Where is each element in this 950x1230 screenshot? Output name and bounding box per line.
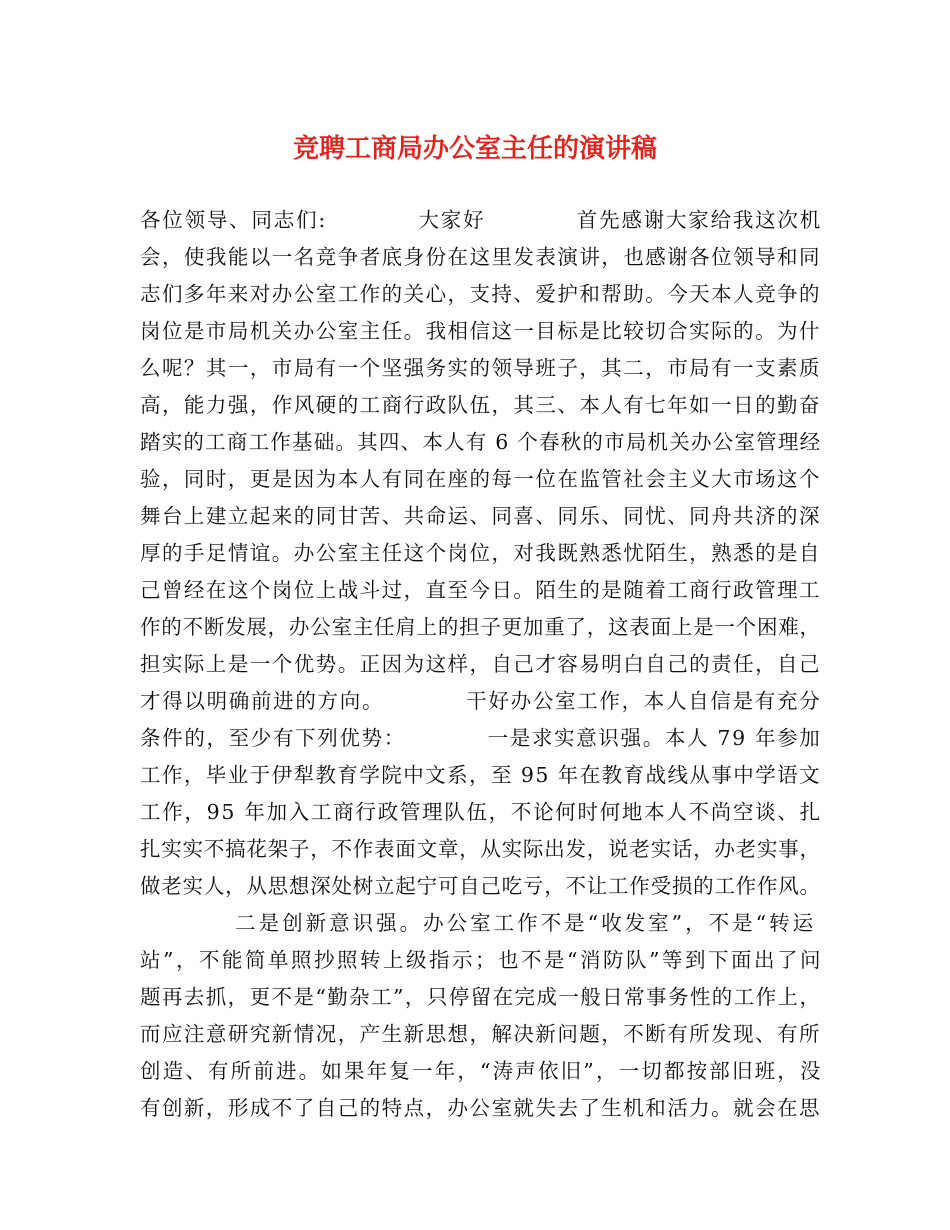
body-line: 踏实的工商工作基础。其四、本人有 6 个春秋的市局机关办公室管理经 (140, 430, 822, 454)
body-line: 志们多年来对办公室工作的关心，支持、爱护和帮助。今天本人竞争的 (140, 282, 821, 306)
body-line: 做老实人，从思想深处树立起宁可自己吃亏，不让工作受损的工作作风。 (140, 874, 821, 898)
body-line: 才得以明确前进的方向。 干好办公室工作，本人自信是有充分 (140, 689, 822, 713)
body-line: 舞台上建立起来的同甘苦、共命运、同喜、同乐、同忧、同舟共济的深 (140, 504, 821, 528)
body-line: 题再去抓，更不是“勤杂工”，只停留在完成一般日常事务性的工作上， (140, 985, 822, 1009)
body-line: 工作，毕业于伊犁教育学院中文系，至 95 年在教育战线从事中学语文 (140, 763, 822, 787)
body-line: 担实际上是一个优势。正因为这样，自己才容易明白自己的责任，自己 (140, 652, 821, 676)
body-line: 站”，不能简单照抄照转上级指示；也不是“消防队”等到下面出了问 (140, 948, 823, 972)
body-line: 己曾经在这个岗位上战斗过，直至今日。陌生的是随着工商行政管理工 (140, 578, 821, 602)
body-line: 扎实实不搞花架子，不作表面文章，从实际出发，说老实话，办老实事， (140, 837, 821, 861)
body-line: 验，同时，更是因为本人有同在座的每一位在监管社会主义大市场这个 (140, 467, 821, 491)
body-line: 创造、有所前进。如果年复一年，“涛声依旧”，一切都按部旧班，没 (140, 1059, 823, 1083)
body-line: 厚的手足情谊。办公室主任这个岗位，对我既熟悉忧陌生，熟悉的是自 (140, 541, 821, 565)
body-line: 有创新，形成不了自己的特点，办公室就失去了生机和活力。就会在思 (140, 1096, 821, 1120)
body-line: 而应注意研究新情况，产生新思想，解决新问题，不断有所发现、有所 (140, 1022, 821, 1046)
body-line: 高，能力强，作风硬的工商行政队伍，其三、本人有七年如一日的勤奋 (140, 393, 821, 417)
body-line: 么呢？其一，市局有一个坚强务实的领导班子，其二，市局有一支素质 (140, 356, 821, 380)
body-line: 各位领导、同志们: 大家好 首先感谢大家给我这次机 (140, 208, 823, 232)
body-line: 会，使我能以一名竞争者底身份在这里发表演讲，也感谢各位领导和同 (140, 245, 821, 269)
body-line: 二是创新意识强。办公室工作不是“收发室”，不是“转运 (140, 911, 817, 935)
document-body (140, 202, 823, 1127)
document-title: 竞聘工商局办公室主任的演讲稿 (292, 134, 657, 164)
body-line: 岗位是市局机关办公室主任。我相信这一目标是比较切合实际的。为什 (140, 319, 821, 343)
body-line: 工作，95 年加入工商行政管理队伍，不论何时何地本人不尚空谈、扎 (140, 800, 822, 824)
body-line: 条件的，至少有下列优势： 一是求实意识强。本人 79 年参加 (140, 726, 822, 750)
body-line: 作的不断发展，办公室主任肩上的担子更加重了，这表面上是一个困难， (140, 615, 821, 639)
